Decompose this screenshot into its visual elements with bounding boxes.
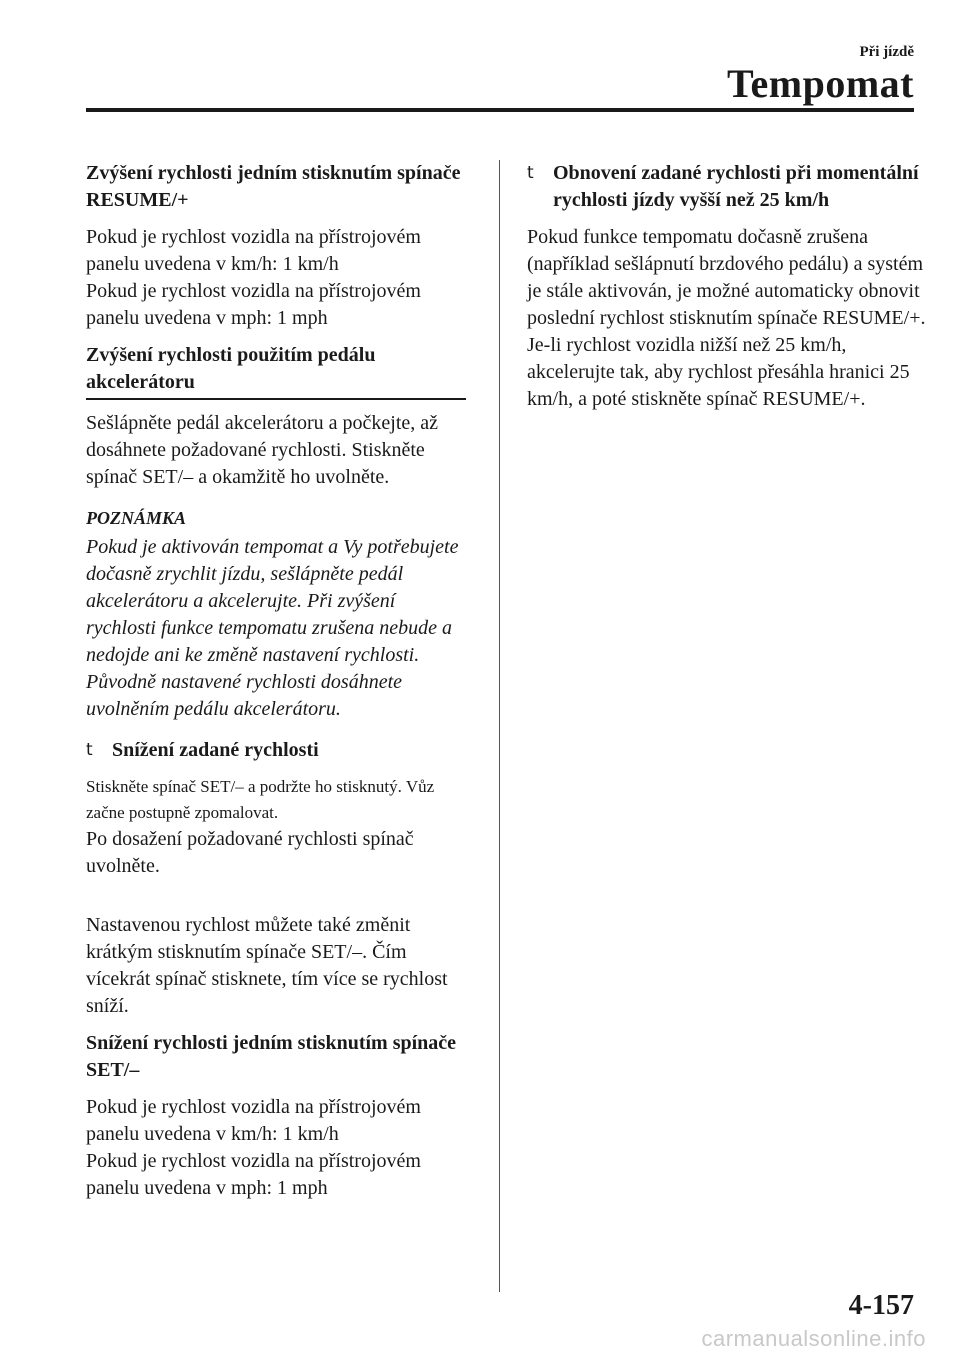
note-title: POZNÁMKA	[86, 508, 187, 528]
heading-resume-text: Obnovení zadané rychlosti při momentální rychlosti jízdy vyšší než 25 km/h	[553, 162, 919, 211]
paragraph-release: Po dosažení požadované rychlosti spínač uvolněte.	[86, 828, 414, 877]
paragraph-below-25: Je-li rychlost vozidla nižší než 25 km/h, akcelerujte tak, aby rychlost přesáhla hranici 25 km/h, a poté stiskněte spínač RESUME/+.	[527, 334, 910, 410]
bullet-icon: t	[86, 740, 93, 760]
heading-accelerator-increase	[86, 342, 466, 400]
heading-resume-speed	[527, 160, 927, 214]
note-body: Pokud je aktivován tempomat a Vy potřebujete dočasně zrychlit jízdu, sešlápněte pedál akcelerátoru a akcelerujte. Při zvýšení rychlosti funkce tempomatu zrušena nebude a nedojde ani ke změně nastavení rychlosti. Původně nastavené rychlosti dosáhnete uvolněním pedálu akcelerátoru.	[86, 536, 459, 720]
page-number: 4-157	[848, 1290, 914, 1321]
paragraph-mph-step-2: Pokud je rychlost vozidla na přístrojovém panelu uvedena v mph: 1 mph	[86, 1150, 421, 1199]
watermark: carmanualsonline.info	[701, 1326, 926, 1351]
bullet-icon: t	[527, 163, 534, 183]
heading-set-decrease: Snížení rychlosti jedním stisknutím spínače SET/–	[86, 1032, 457, 1081]
running-header: Při jízdě	[859, 44, 914, 60]
paragraph-short-press: Nastavenou rychlost můžete také změnit krátkým stisknutím spínače SET/–. Čím vícekrát spínač stisknete, tím více se rychlost sníží.	[86, 914, 448, 1017]
heading-decrease-text: Snížení zadané rychlosti	[112, 739, 319, 761]
right-column	[527, 160, 927, 423]
paragraph-kmh-step: Pokud je rychlost vozidla na přístrojovém panelu uvedena v km/h: 1 km/h	[86, 226, 421, 275]
left-column	[86, 160, 466, 1212]
paragraph-hold-set: Stiskněte spínač SET/– a podržte ho stisknutý. Vůz začne postupně zpomalovat.	[86, 777, 435, 822]
paragraph-accelerator: Sešlápněte pedál akcelerátoru a počkejte, až dosáhnete požadované rychlosti. Stiskněte spínač SET/– a okamžitě ho uvolněte.	[86, 412, 439, 488]
column-divider	[499, 160, 500, 1292]
paragraph-kmh-step-2: Pokud je rychlost vozidla na přístrojovém panelu uvedena v km/h: 1 km/h	[86, 1096, 421, 1145]
chapter-title: Tempomat	[727, 61, 914, 106]
heading-accelerator-text: Zvýšení rychlosti použitím pedálu akcelerátoru	[86, 342, 466, 400]
spacer	[86, 890, 466, 912]
paragraph-mph-step: Pokud je rychlost vozidla na přístrojovém panelu uvedena v mph: 1 mph	[86, 280, 421, 329]
heading-decrease-speed	[86, 737, 466, 764]
header-rule	[86, 108, 914, 112]
heading-resume-increase: Zvýšení rychlosti jedním stisknutím spínače RESUME/+	[86, 162, 461, 211]
paragraph-resume-info: Pokud funkce tempomatu dočasně zrušena (například sešlápnutí brzdového pedálu) a systém je stále aktivován, je možné automaticky obnovit poslední rychlost stisknutím spínače RESUME/+.	[527, 226, 926, 329]
